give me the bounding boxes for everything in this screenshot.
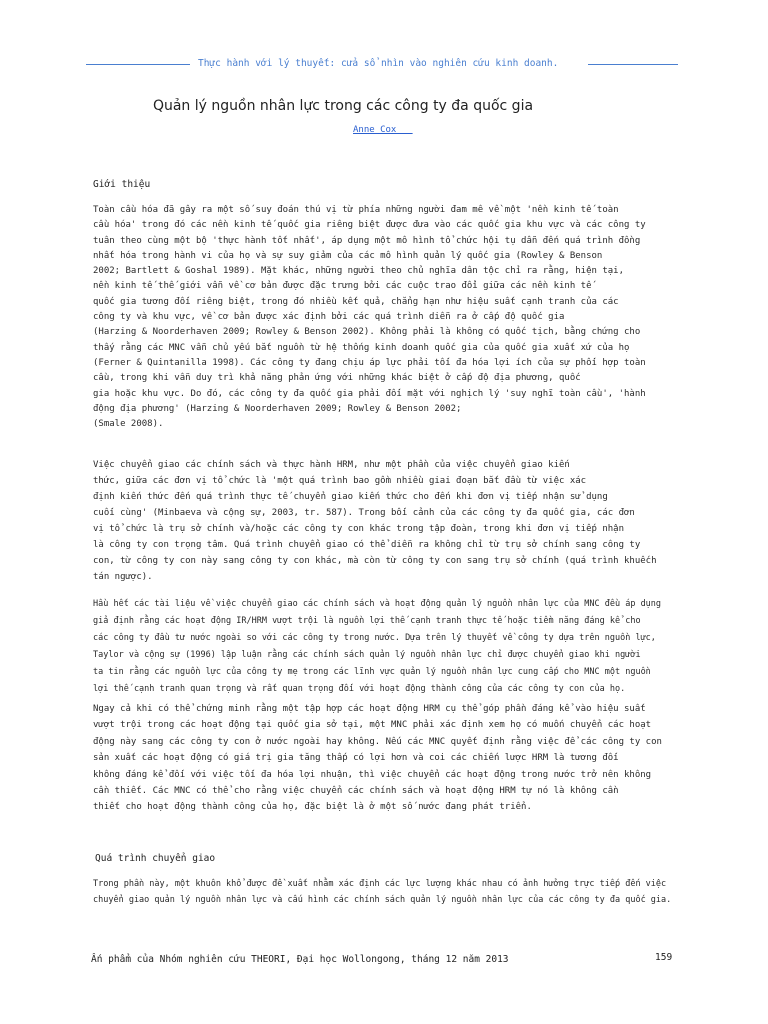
text-line: chuyển giao quản lý nguồn nhân lực và cấu hình các chính sách quản lý nguồn nhân lực của các công ty đa quốc gia.: [93, 895, 672, 905]
text-line: thiết cho hoạt động thành công của họ, đặc biệt là ở một số nước đang phát triển.: [93, 802, 532, 813]
text-line: lợi thế cạnh tranh quan trọng và rất quan trọng đối với hoạt động thành công của các công ty con của họ.: [93, 684, 626, 694]
header-rule-left: [86, 64, 190, 65]
text-line: không đáng kể đối với việc tối đa hóa lợi nhuận, thì việc chuyển các hoạt động trong nước trở nên không: [93, 769, 652, 780]
text-line: 2002; Bartlett & Goshal 1989). Mặt khác, những người theo chủ nghĩa dân tộc chỉ ra rằng, hiện tại,: [93, 266, 625, 277]
text-line: gia hoặc khu vực. Do đó, các công ty đa quốc gia phải đối mặt với nghịch lý 'suy nghĩ toàn cầu', 'hành: [93, 388, 646, 399]
section-heading-intro: Giới thiệu: [93, 179, 151, 190]
text-line: tán ngược).: [93, 572, 153, 582]
running-header: [86, 58, 678, 72]
text-line: định kiến thức đến quá trình thực tế chuyển giao kiến thức cho đến khi đơn vị tiếp nhận sử dụng: [93, 492, 608, 502]
article-title: Quản lý nguồn nhân lực trong các công ty đa quốc gia: [152, 98, 534, 114]
text-line: Hầu hết các tài liệu về việc chuyển giao các chính sách và hoạt động quản lý nguồn nhân lực của MNC đều áp dụng: [93, 599, 662, 609]
text-line: (Ferner & Quintanilla 1998). Các công ty đang chịu áp lực phải tối đa hóa lợi ích của sự phối hợp toàn: [93, 357, 646, 368]
page-number: 159: [655, 952, 673, 963]
text-line: công ty và khu vực, về cơ bản được xác định bởi các quá trình diễn ra ở cấp độ quốc gia: [93, 312, 565, 323]
text-line: cuối cùng' (Minbaeva và cộng sự, 2003, tr. 587). Trong bối cảnh của các công ty đa quốc gia, các đơn: [93, 508, 635, 518]
footer-publisher: Ấn phẩm của Nhóm nghiên cứu THEORI, Đại học Wollongong, tháng 12 năm 2013: [91, 954, 509, 965]
paragraph-5: [93, 876, 677, 908]
text-line: vị tổ chức là trụ sở chính và/hoặc các công ty con khác trong tập đoàn, trong khi đơn vị tiếp nhận: [93, 524, 625, 534]
paragraph-1: [93, 203, 677, 432]
text-line: Trong phần này, một khuôn khổ được đề xuất nhằm xác định các lực lượng khác nhau có ảnh hưởng trực tiếp đến việc: [93, 879, 667, 889]
text-line: (Harzing & Noorderhaven 2009; Rowley & Benson 2002). Không phải là không có quốc tịch, bằng chứng cho: [93, 327, 641, 338]
text-line: tuân theo cùng một bộ 'thực hành tốt nhất', áp dụng một mô hình tổ chức hội tụ dẫn đến quá trình đồng: [93, 235, 641, 246]
paragraph-4: [93, 701, 677, 816]
text-line: thấy rằng các MNC vẫn chủ yếu bắt nguồn từ hệ thống kinh doanh quốc gia của quốc gia xuất xứ của họ: [93, 342, 630, 353]
text-line: thức, giữa các đơn vị tổ chức là 'một quá trình bao gồm nhiều giai đoạn bắt đầu từ việc xác: [93, 476, 587, 486]
text-line: Việc chuyển giao các chính sách và thực hành HRM, như một phần của việc chuyển giao kiến: [93, 460, 570, 470]
text-line: cần thiết. Các MNC có thể cho rằng việc chuyển các chính sách và hoạt động HRM tự nó là không cần: [93, 786, 619, 797]
text-line: ta tin rằng các nguồn lực của công ty mẹ trong các lĩnh vực quản lý nguồn nhân lực cung cấp cho MNC một nguồn: [93, 667, 651, 677]
text-line: động địa phương' (Harzing & Noorderhaven 2009; Rowley & Benson 2002;: [93, 403, 462, 414]
text-line: Taylor và cộng sự (1996) lập luận rằng các chính sách quản lý nguồn nhân lực chỉ được chuyển giao khi người: [93, 650, 641, 660]
text-line: các công ty đầu tư nước ngoài so với các công ty trong nước. Dựa trên lý thuyết về công ty dựa trên nguồn lực,: [93, 633, 656, 643]
text-line: sản xuất các hoạt động có giá trị gia tăng thấp có lợi hơn và coi các chiến lược HRM là tương đối: [93, 753, 619, 764]
text-line: giả định rằng các hoạt động IR/HRM vượt trội là nguồn lợi thế cạnh tranh thực tế hoặc tiềm năng đáng kể cho: [93, 616, 641, 626]
header-rule-right: [588, 64, 678, 65]
text-line: quốc gia tương đối riêng biệt, trong đó nhiều kết quả, chẳng hạn như hiệu suất cạnh tranh của các: [93, 296, 619, 307]
text-line: nhất hóa trong hành vi của họ và sự suy giảm của các mô hình quản lý quốc gia (Rowley & Benson: [93, 250, 603, 261]
text-line: là công ty con trọng tâm. Quá trình chuyển giao có thể diễn ra không chỉ từ trụ sở chính sang công ty: [93, 540, 641, 550]
text-line: cầu hóa' trong đó các nền kinh tế quốc gia riêng biệt được đưa vào các quốc gia khu vực và các công ty: [93, 220, 646, 231]
section-heading-transfer: Quá trình chuyển giao: [95, 853, 216, 864]
paragraph-3: [93, 596, 677, 698]
author-link[interactable]: Anne Cox: [353, 125, 413, 135]
running-header-text: Thực hành với lý thuyết: cửa sổ nhìn vào nghiên cứu kinh doanh.: [198, 58, 559, 69]
paragraph-2: [93, 457, 677, 585]
text-line: Toàn cầu hóa đã gây ra một số suy đoán thú vị từ phía những người đam mê về một 'nền kinh tế toàn: [93, 205, 619, 215]
text-line: (Smale 2008).: [93, 419, 164, 430]
text-line: cầu, trong khi vẫn duy trì khả năng phản ứng với những khác biệt ở cấp độ địa phương, quốc: [93, 373, 581, 384]
text-line: nền kinh tế thế giới vẫn về cơ bản được đặc trưng bởi các cuộc trao đổi giữa các nền kinh tế: [93, 281, 592, 292]
text-line: con, từ công ty con này sang công ty con khác, mà còn từ công ty con sang trụ sở chính (quá trình khuếch: [93, 556, 657, 566]
text-line: vượt trội trong các hoạt động tại quốc gia sở tại, một MNC phải xác định xem họ có muốn chuyển các hoạt: [93, 720, 652, 731]
text-line: Ngay cả khi có thể chứng minh rằng một tập hợp các hoạt động HRM cụ thể góp phần đáng kể vào hiệu suất: [93, 704, 646, 714]
text-line: động này sang các công ty con ở nước ngoài hay không. Nếu các MNC quyết định rằng việc để các công ty con: [93, 736, 662, 747]
